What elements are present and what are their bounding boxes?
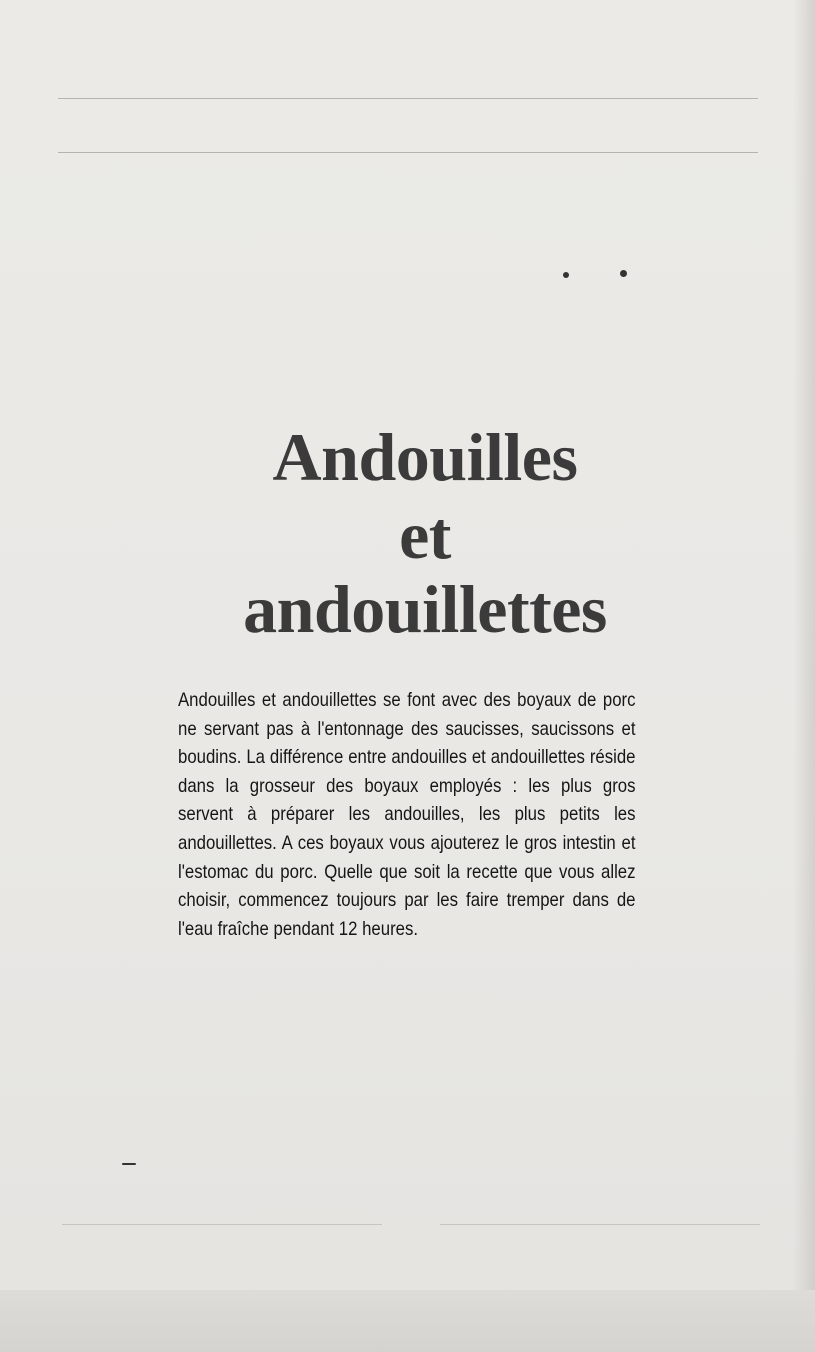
print-speck	[122, 1163, 136, 1165]
footer-rule-left	[62, 1224, 382, 1225]
print-speck	[563, 272, 569, 278]
chapter-title-line-2: et	[399, 497, 451, 573]
header-rule-top	[58, 98, 758, 99]
chapter-title-line-3: andouillettes	[243, 571, 607, 647]
chapter-title-line-1: Andouilles	[272, 419, 578, 495]
print-speck	[620, 270, 627, 277]
chapter-intro-paragraph: Andouilles et andouillettes se font avec des boyaux de porc ne servant pas à l'entonnage des saucisses, saucissons et boudins. La différence entre andouilles et andouillettes réside dans la grosseur des boyaux employés : les plus gros servent à préparer les andouilles, les plus petits les andouillettes. A ces boyaux vous ajouterez le gros intestin et l'estomac du porc. Quelle que soit la recette que vous allez choisir, commencez toujours par les faire tremper dans de l'eau fraîche pendant 12 heures.	[178, 689, 636, 940]
footer-rule-right	[440, 1224, 760, 1225]
page-edge-shadow	[793, 0, 815, 1352]
page-bottom-fold	[0, 1290, 815, 1352]
header-rule-bottom	[58, 152, 758, 153]
chapter-title	[160, 418, 690, 648]
